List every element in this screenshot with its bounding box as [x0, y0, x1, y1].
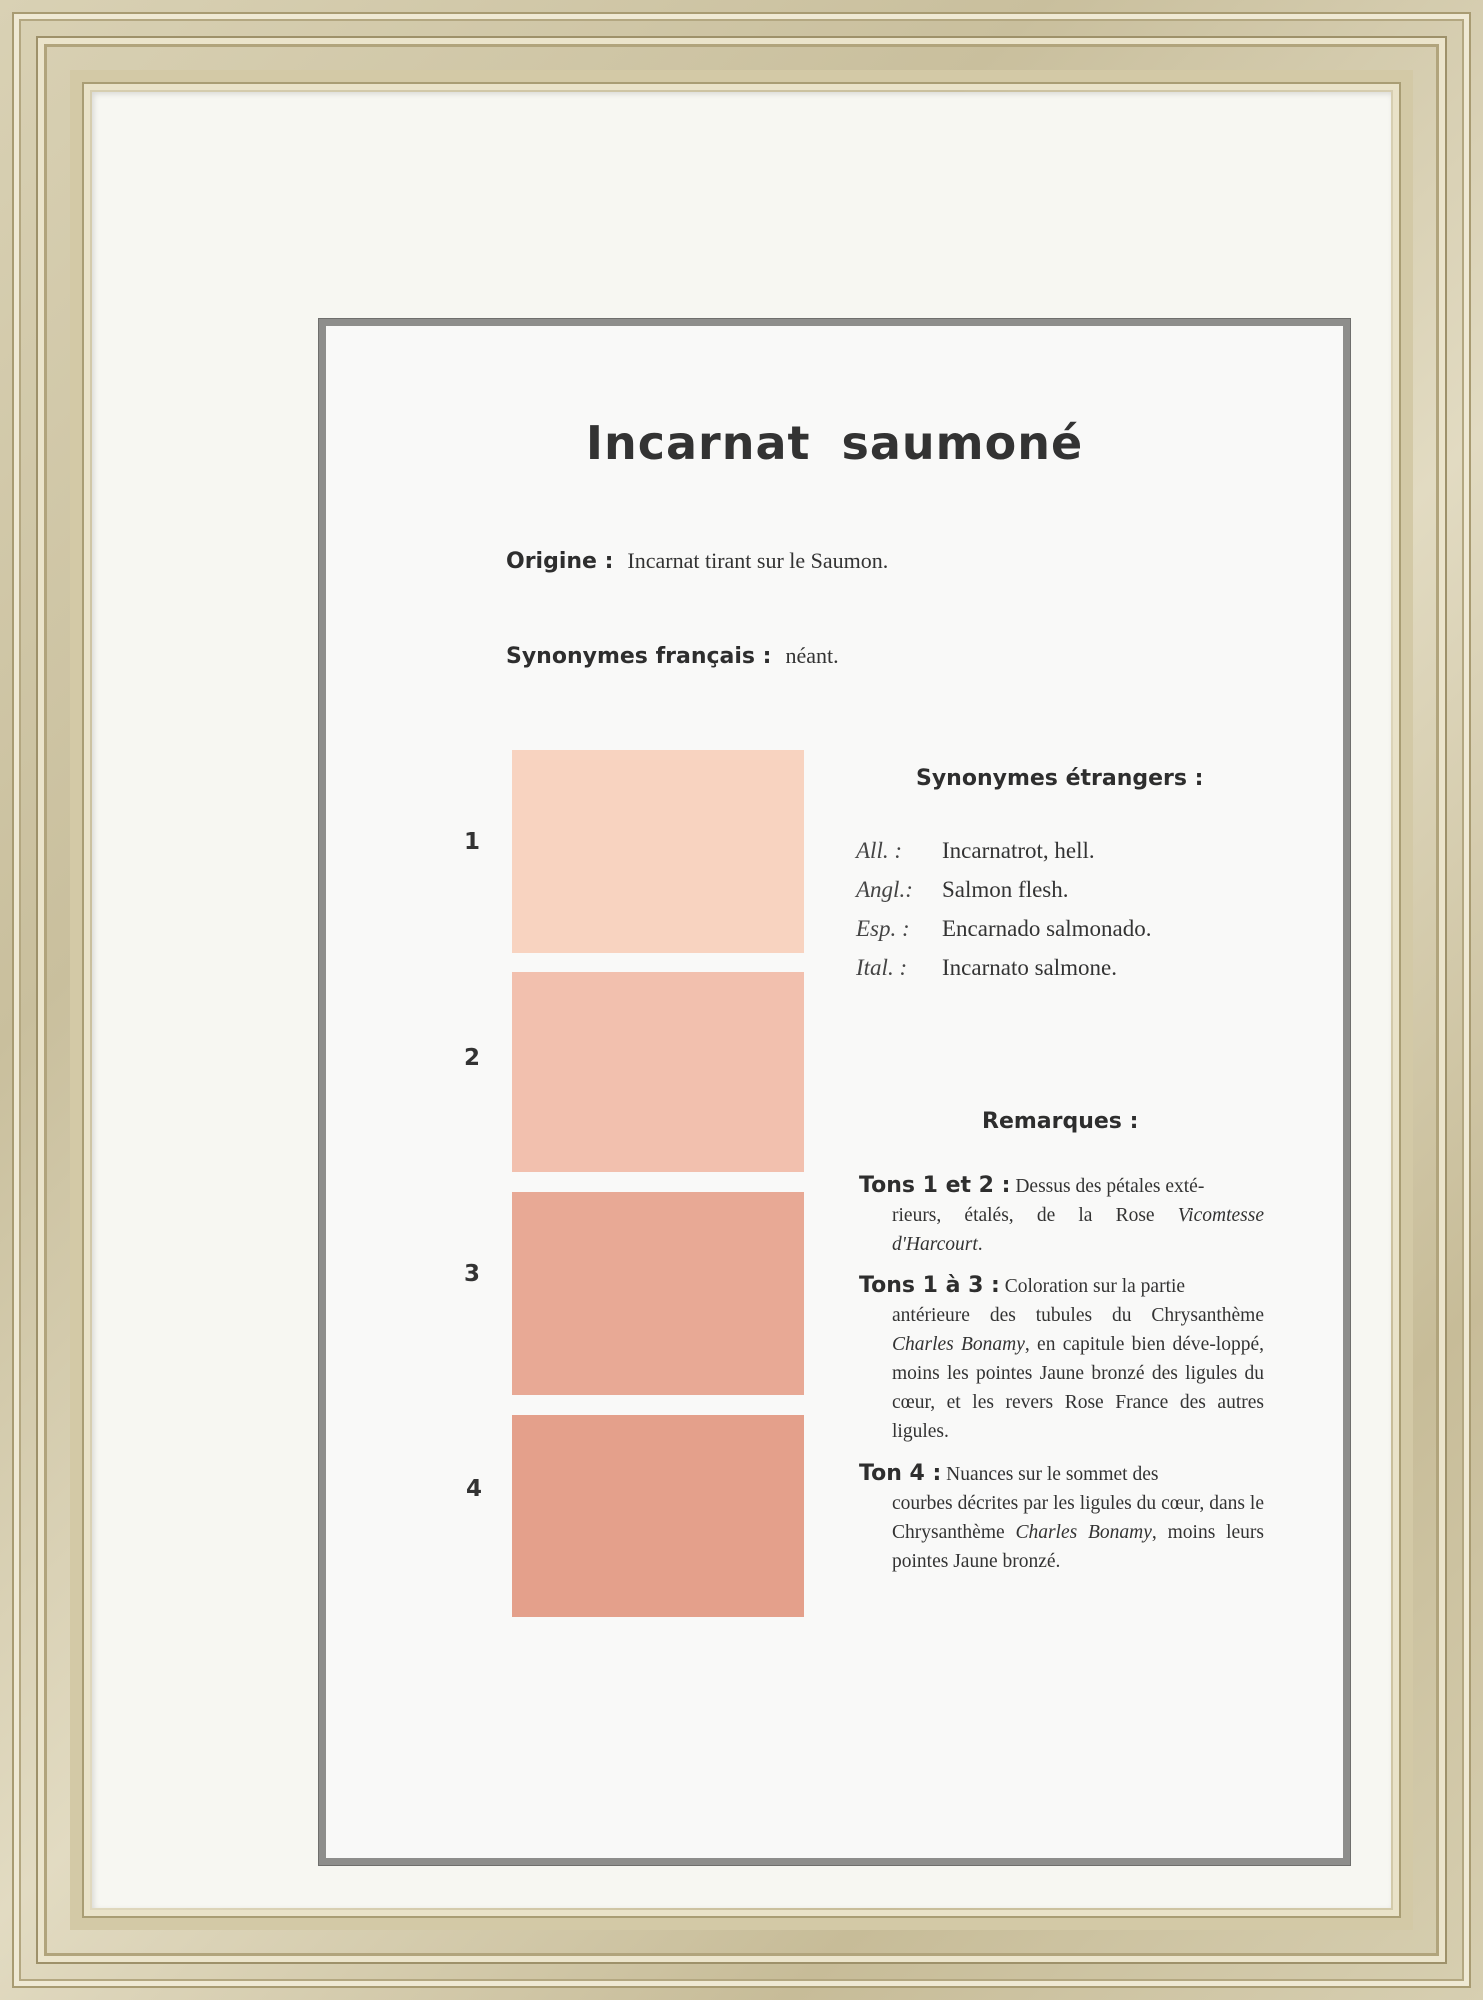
remark-item: [859, 1271, 1264, 1446]
remark-label: Ton 4 :: [859, 1461, 942, 1486]
remark-body: [859, 1489, 1264, 1576]
color-plate: [326, 326, 1343, 1858]
synonymes-etrangers-list: [856, 838, 1151, 994]
synonym-language: Angl.:: [856, 877, 913, 902]
swatch-number-3: 3: [464, 1261, 481, 1287]
page-title: Incarnat saumoné: [585, 416, 1084, 470]
synonymes-francais-line: [506, 643, 839, 669]
remark-label: Tons 1 et 2 :: [859, 1173, 1011, 1198]
synonym-language: Ital. :: [856, 955, 908, 980]
remark-body: [859, 1301, 1264, 1446]
remark-first-line: Dessus des pétales exté-: [1015, 1176, 1205, 1197]
remark-body: [859, 1201, 1264, 1259]
remark-item: [859, 1171, 1264, 1259]
synonym-language: Esp. :: [856, 916, 910, 941]
swatch-1: [512, 750, 804, 953]
remark-text-end: , moins leurs pointes Jaune bronzé.: [892, 1522, 1264, 1572]
remark-italic-name: Charles Bonamy: [892, 1334, 1025, 1355]
swatch-2: [512, 972, 804, 1172]
synonym-row: [856, 916, 1151, 955]
remark-first-line: Coloration sur la partie: [1004, 1276, 1186, 1297]
remark-first-line: Nuances sur le sommet des: [946, 1464, 1159, 1485]
origine-value: Incarnat tirant sur le Saumon.: [627, 548, 889, 573]
origine-line: [506, 548, 888, 574]
origine-label: Origine :: [506, 549, 614, 574]
synonym-row: [856, 838, 1151, 877]
synonymes-etrangers-heading: Synonymes étrangers :: [916, 766, 1204, 791]
synonymes-francais-label: Synonymes français :: [506, 644, 772, 669]
synonym-row: [856, 877, 1151, 916]
remark-text: courbes décrites par les ligules du cœur, dans le Chrysanthème: [892, 1493, 1264, 1543]
synonym-row: [856, 955, 1151, 994]
remark-text-end: , en capitule bien déve-loppé, moins les pointes Jaune bronzé des ligules du cœur, et les revers Rose France des autres ligules.: [892, 1334, 1265, 1442]
swatch-number-2: 2: [464, 1045, 481, 1071]
remark-text: rieurs, étalés, de la Rose: [892, 1205, 1178, 1226]
remark-item: [859, 1459, 1264, 1576]
swatch-3: [512, 1192, 804, 1395]
remarques-heading: Remarques :: [982, 1109, 1139, 1134]
synonym-language: All. :: [856, 838, 902, 863]
synonym-text: Incarnatrot, hell.: [942, 838, 1095, 863]
synonym-text: Incarnato salmone.: [942, 955, 1117, 980]
swatch-number-1: 1: [464, 829, 481, 855]
swatch-number-4: 4: [466, 1476, 483, 1502]
synonym-text: Salmon flesh.: [942, 877, 1069, 902]
mat-board: [92, 92, 1391, 1908]
remark-italic-name: Vicomtesse d'Harcourt: [892, 1205, 1264, 1255]
remark-text: antérieure des tubules du Chrysanthème: [892, 1305, 1264, 1326]
synonymes-francais-value: néant.: [785, 643, 839, 668]
remark-label: Tons 1 à 3 :: [859, 1273, 1000, 1298]
synonym-text: Encarnado salmonado.: [942, 916, 1152, 941]
swatch-4: [512, 1415, 804, 1617]
remark-text-end: .: [977, 1234, 983, 1255]
remark-italic-name: Charles Bonamy: [1015, 1522, 1152, 1543]
